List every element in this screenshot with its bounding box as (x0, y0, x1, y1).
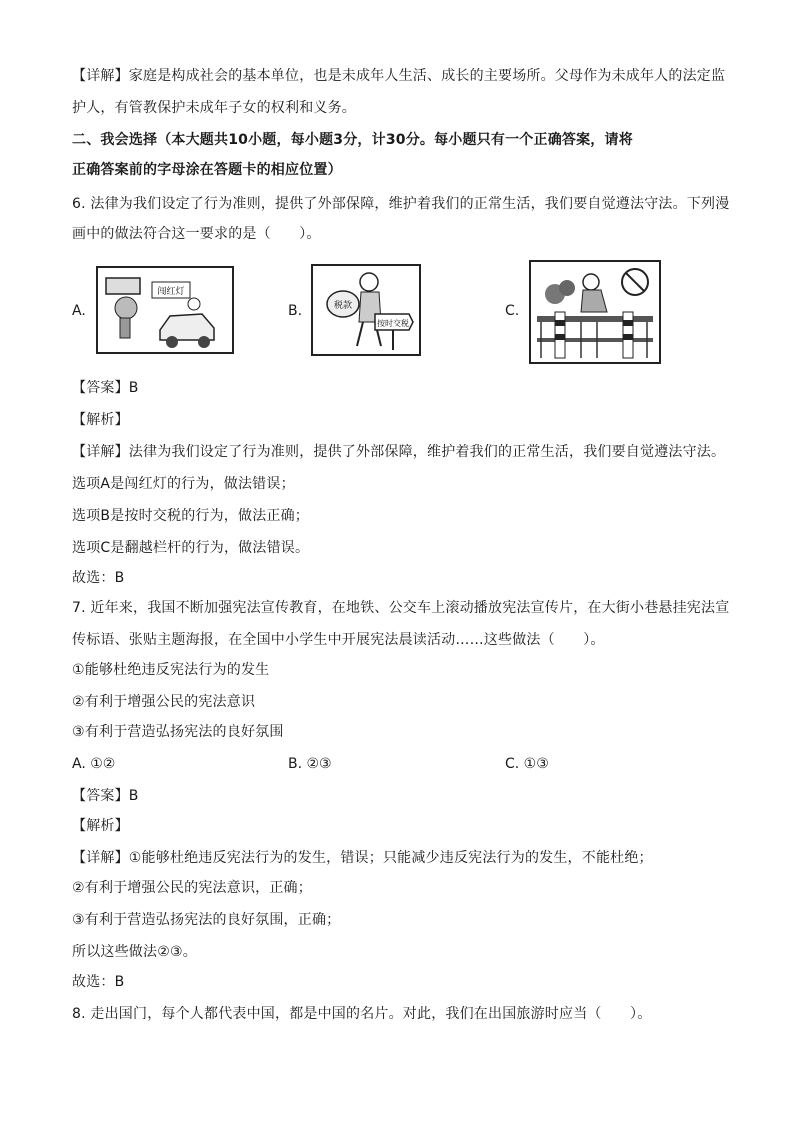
text-line: 【详解】家庭是构成社会的基本单位，也是未成年人生活、成长的主要场所。父母作为未成年人的法定监 (72, 68, 726, 84)
red-light-text: 闯红灯 (157, 287, 185, 297)
text-line: 【详解】①能够杜绝违反宪法行为的发生，错误；只能减少违反宪法行为的发生，不能杜绝； (72, 850, 653, 866)
text-line: 故选：B (72, 974, 125, 990)
text-line: 【详解】法律为我们设定了行为准则，提供了外部保障，维护着我们的正常生活，我们要自觉遵法守法。 (72, 444, 726, 460)
option-a-label: A. (72, 303, 86, 319)
cartoon-pay-tax-image (311, 264, 421, 356)
question-7-stem: 传标语、张贴主题海报，在全国中小学生中开展宪法晨读活动……这些做法（ ）。 (72, 632, 605, 648)
text-line: ②有利于增强公民的宪法意识，正确； (72, 880, 312, 896)
option-b-label: B. (288, 303, 303, 319)
option-c-label: C. (505, 303, 520, 319)
question-8-stem: 8. 走出国门，每个人都代表中国，都是中国的名片。对此，我们在出国旅游时应当（ ）。 (72, 1006, 652, 1022)
text-line: 选项B是按时交税的行为，做法正确； (72, 508, 310, 524)
text-line: 护人，有管教保护未成年子女的权利和义务。 (72, 100, 356, 116)
question-7-stem: 7. 近年来，我国不断加强宪法宣传教育，在地铁、公交车上滚动播放宪法宣传片，在大街小巷悬挂宪法宣 (72, 600, 730, 616)
cartoon-red-light-image (96, 266, 234, 354)
text-line: ①能够杜绝违反宪法行为的发生 (72, 662, 270, 678)
text-line: ③有利于营造弘扬宪法的良好氛围 (72, 724, 284, 740)
q7-option-b: B. ②③ (288, 756, 332, 772)
text-line: 所以这些做法②③。 (72, 944, 197, 960)
text-line: ③有利于营造弘扬宪法的良好氛围，正确； (72, 912, 341, 928)
cartoon-climb-railing-image (529, 260, 661, 364)
answer-label: 【答案】B (72, 380, 139, 396)
text-line: 故选：B (72, 570, 125, 586)
section-heading: 正确答案前的字母涂在答题卡的相应位置） (72, 162, 342, 178)
q7-option-c: C. ①③ (505, 756, 549, 772)
analysis-label: 【解析】 (72, 818, 129, 834)
text-line: 选项C是翻越栏杆的行为，做法错误。 (72, 540, 310, 556)
text-line: 选项A是闯红灯的行为，做法错误； (72, 476, 295, 492)
answer-label: 【答案】B (72, 788, 139, 804)
question-6-stem: 画中的做法符合这一要求的是（ ）。 (72, 226, 321, 242)
analysis-label: 【解析】 (72, 412, 129, 428)
tax-bag-text: 税款 (333, 301, 353, 311)
q7-option-a: A. ①② (72, 756, 116, 772)
text-line: ②有利于增强公民的宪法意识 (72, 694, 256, 710)
section-heading: 二、我会选择（本大题共10小题，每小题3分，计30分。每小题只有一个正确答案，请将 (72, 132, 633, 148)
question-6-stem: 6. 法律为我们设定了行为准则，提供了外部保障，维护着我们的正常生活，我们要自觉遵法守法。下列漫 (72, 196, 730, 212)
pay-tax-sign-text: 按时交税 (377, 319, 409, 328)
